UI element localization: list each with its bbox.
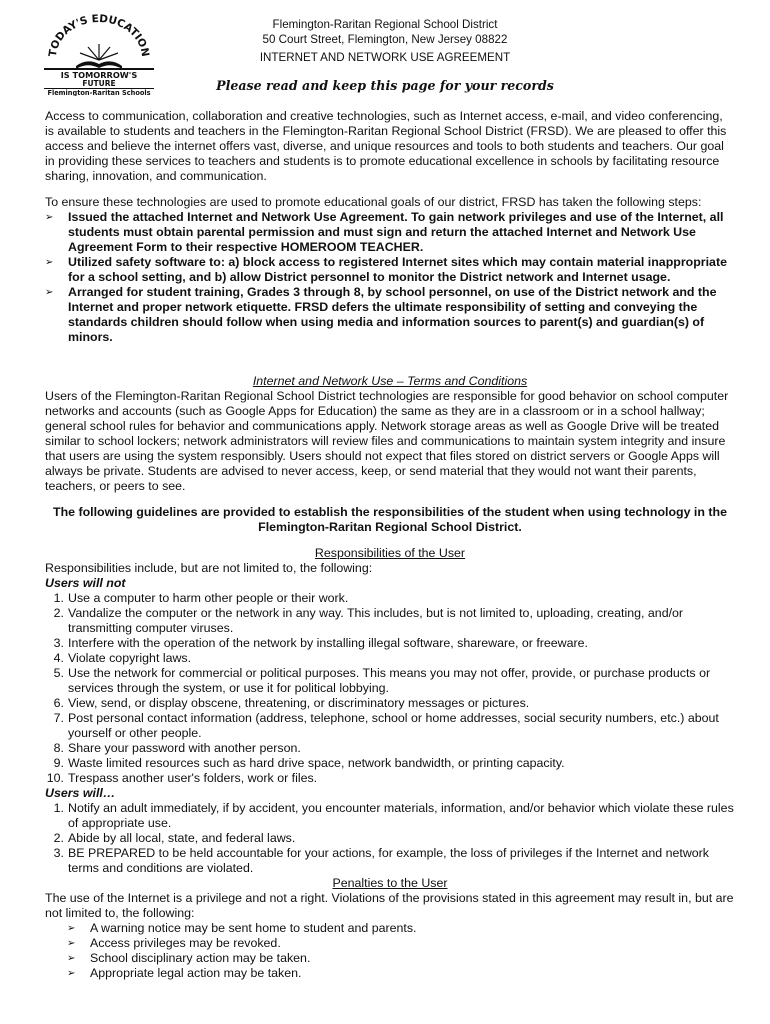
district-name: Flemington-Raritan Regional School District: [272, 18, 498, 31]
responsibilities-title: Responsibilities of the User: [314, 546, 466, 560]
arrow-bullet-icon: ➢: [67, 953, 76, 964]
list-item: 10. Trespass another user's folders, work or files.: [46, 771, 318, 785]
district-address: 50 Court Street, Flemington, New Jersey 08822: [262, 33, 508, 46]
list-item: ➢ Access privileges may be revoked.: [67, 936, 281, 950]
list-item: 3. Interfere with the operation of the network by installing illegal software, shareware, or freeware.: [53, 636, 588, 650]
terms-title: Internet and Network Use – Terms and Conditions: [252, 374, 528, 388]
arrow-bullet-icon: ➢: [67, 923, 76, 934]
list-item: ➢ School disciplinary action may be taken.: [67, 951, 311, 965]
list-item: 9. Waste limited resources such as hard drive space, network bandwidth, or printing capacity.: [53, 756, 565, 770]
logo-line1: IS TOMORROW'S: [60, 70, 138, 80]
arrow-bullet-icon: ➢: [45, 257, 54, 268]
guidelines-statement: The following guidelines are provided to establish the responsibilities of the student when using technology in the Flemington-Raritan Regional School District.: [53, 505, 727, 534]
steps-intro: To ensure these technologies are used to promote educational goals of our district, FRSD has taken the following steps:: [45, 195, 702, 209]
users-will-not-title: Users will not: [45, 576, 126, 590]
responsibilities-intro: Responsibilities include, but are not limited to, the following:: [45, 561, 373, 575]
will-not-list: [45, 591, 735, 786]
list-item: 1. Notify an adult immediately, if by accident, you encounter materials, information, and/or behavior which violate these rules of appropriate use.: [53, 801, 734, 830]
list-item: ➢ Utilized safety software to: a) block access to registered Internet sites which may contain material inappropriate for a school setting, and b) allow District personnel to monitor the District network and Internet usage.: [45, 255, 727, 284]
tagline: Please read and keep this page for your records: [216, 78, 554, 93]
arrow-bullet-icon: ➢: [67, 968, 76, 979]
list-item: 2. Abide by all local, state, and federal laws.: [53, 831, 296, 845]
terms-paragraph: Users of the Flemington-Raritan Regional School District technologies are responsible for good behavior on school computer networks and accounts (such as Google Apps for Education) the same as they are in a classroom or in a school hallway; general school rules for behavior and communications apply. Network storage areas as well as Google Drive will be treated similar to school lockers; network administrators will review files and communications to maintain system integrity and insure that users are using the system responsibly. Users should not expect that files stored on district servers or Google Apps will always be private. Students are advised to never access, keep, or send material that they would not want their parents, teachers, or peers to see.: [45, 389, 729, 493]
list-item: 8. Share your password with another person.: [53, 741, 301, 755]
list-item: 1. Use a computer to harm other people or their work.: [53, 591, 349, 605]
logo-line2: FUTURE: [82, 79, 116, 88]
logo-arc-text: TODAY'S EDUCATION: [46, 14, 152, 58]
arrow-bullet-icon: ➢: [45, 212, 54, 223]
list-item: ➢ A warning notice may be sent home to student and parents.: [67, 921, 417, 935]
list-item: ➢ Issued the attached Internet and Network Use Agreement. To gain network privileges and use of the Internet, all students must obtain parental permission and must sign and return the attached Internet and Network Use Agreement Form to their respective HOMEROOM TEACHER.: [45, 210, 724, 254]
document-title: INTERNET AND NETWORK USE AGREEMENT: [259, 51, 511, 64]
penalties-intro: The use of the Internet is a privilege and not a right. Violations of the provisions stated in this agreement may result in, but are not limited to, the following:: [45, 891, 734, 920]
penalties-title: Penalties to the User: [332, 876, 448, 890]
list-item: ➢ Arranged for student training, Grades 3 through 8, by school personnel, on use of the District network and the Internet and proper network etiquette. FRSD defers the ultimate responsibility of setting and conveying the standards children should follow when using media and information sources to parent(s) and guardian(s) of minors.: [45, 285, 717, 344]
arrow-bullet-icon: ➢: [45, 287, 54, 298]
list-item: ➢ Appropriate legal action may be taken.: [67, 966, 302, 980]
steps-list: [45, 210, 735, 345]
penalties-list: [45, 921, 735, 981]
list-item: 4. Violate copyright laws.: [53, 651, 192, 665]
district-logo: [40, 14, 158, 96]
intro-paragraph: Access to communication, collaboration and creative technologies, such as Internet access, e-mail, and video conferencing, is available to students and teachers in the Flemington-Raritan Regional School District (FRSD). We are pleased to offer this access and believe the internet offers vast, diverse, and unique resources and tools to both students and teachers. Our goal in providing these services to teachers and students is to promote educational excellence in schools by facilitating resource sharing, innovation, and communication.: [45, 109, 727, 183]
arrow-bullet-icon: ➢: [67, 938, 76, 949]
users-will-title: Users will…: [45, 786, 116, 800]
list-item: 2. Vandalize the computer or the network in any way. This includes, but is not limited to, uploading, creating, and/or transmitting computer viruses.: [53, 606, 684, 635]
list-item: 5. Use the network for commercial or political purposes. This means you may not offer, provide, or purchase products or services through the system, or use it for political lobbying.: [53, 666, 711, 695]
list-item: 7. Post personal contact information (address, telephone, school or home addresses, social security numbers, etc.) about yourself or other people.: [53, 711, 719, 740]
list-item: 3. BE PREPARED to be held accountable for your actions, for example, the loss of privileges if the Internet and network terms and conditions are violated.: [53, 846, 709, 875]
logo-line3: Flemington-Raritan Schools: [47, 89, 151, 96]
list-item: 6. View, send, or display obscene, threatening, or discriminatory messages or pictures.: [53, 696, 530, 710]
will-list: [45, 801, 735, 876]
